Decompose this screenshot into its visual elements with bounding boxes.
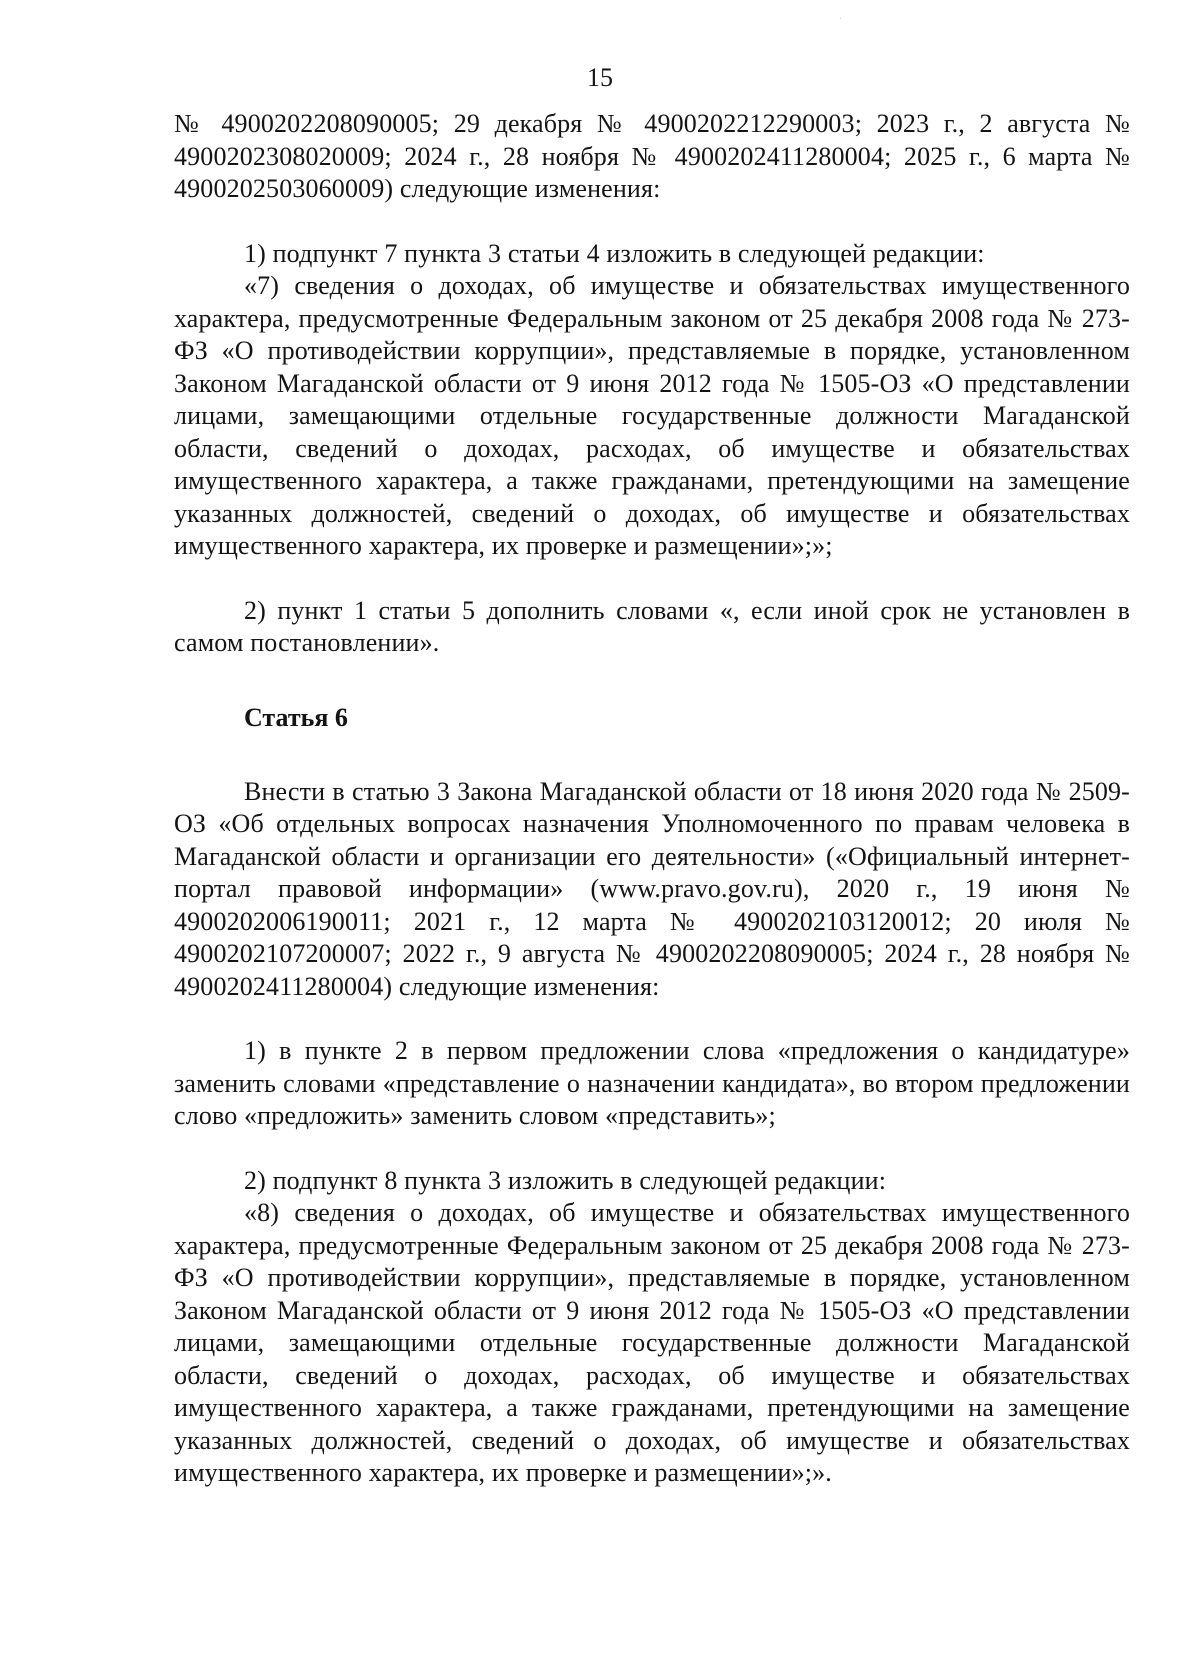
scan-artifact [840,18,841,19]
amendment-quote-7: «7) сведения о доходах, об имуществе и обязательствах имущественного характера, предусмотренные Федеральным законом от 25 декабря 2008 года № 273-ФЗ «О противодействии коррупции», представляемые в порядке, установленном Законом Магаданской области от 9 июня 2012 года № 1505-ОЗ «О представлении лицами, замещающими отдельные государственные должности Магаданской области, сведений о доходах, расходах, об имуществе и обязательствах имущественного характера, а также гражданами, претендующими на замещение указанных должностей, сведений о доходах, об имуществе и обязательствах имущественного характера, их проверке и размещении»;»; [174,271,1130,560]
article6-item-1: 1) в пункте 2 в первом предложении слова «предложения о кандидатуре» заменить словами «представление о назначении кандидата», во втором предложении слово «предложить» заменить словом «представить»; [174,1036,1130,1130]
document-body [174,108,1130,1490]
article6-item-2: 2) подпункт 8 пункта 3 изложить в следующей редакции: [244,1165,887,1195]
page-number: 15 [587,63,613,92]
amendment-quote-8: «8) сведения о доходах, об имуществе и обязательствах имущественного характера, предусмотренные Федеральным законом от 25 декабря 2008 года № 273-ФЗ «О противодействии коррупции», представляемые в порядке, установленном Законом Магаданской области от 9 июня 2012 года № 1505-ОЗ «О представлении лицами, замещающими отдельные государственные должности Магаданской области, сведений о доходах, расходах, об имуществе и обязательствах имущественного характера, а также гражданами, претендующими на замещение указанных должностей, сведений о доходах, об имуществе и обязательствах имущественного характера, их проверке и размещении»;». [174,1198,1130,1487]
paragraph-continuation: № 4900202208090005; 29 декабря № 4900202212290003; 2023 г., 2 августа № 4900202308020009; 2024 г., 28 ноября № 4900202411280004; 2025 г., 6 марта № 4900202503060009) следующие изменения: [174,109,1130,203]
article-intro: Внести в статью 3 Закона Магаданской области от 18 июня 2020 года № 2509-ОЗ «Об отдельных вопросах назначения Уполномоченного по правам человека в Магаданской области и организации его деятельности» («Официальный интернет-портал правовой информации» (www.pravo.gov.ru), 2020 г., 19 июня № 4900202006190011; 2021 г., 12 марта № 4900202103120012; 20 июля № 4900202107200007; 2022 г., 9 августа № 4900202208090005; 2024 г., 28 ноября № 4900202411280004) следующие изменения: [174,776,1130,1001]
amendment-item-1: 1) подпункт 7 пункта 3 статьи 4 изложить в следующей редакции: [244,238,985,268]
amendment-item-2: 2) пункт 1 статьи 5 дополнить словами «, если иной срок не установлен в самом постановлении». [174,595,1130,657]
article-heading: Статья 6 [244,702,348,732]
